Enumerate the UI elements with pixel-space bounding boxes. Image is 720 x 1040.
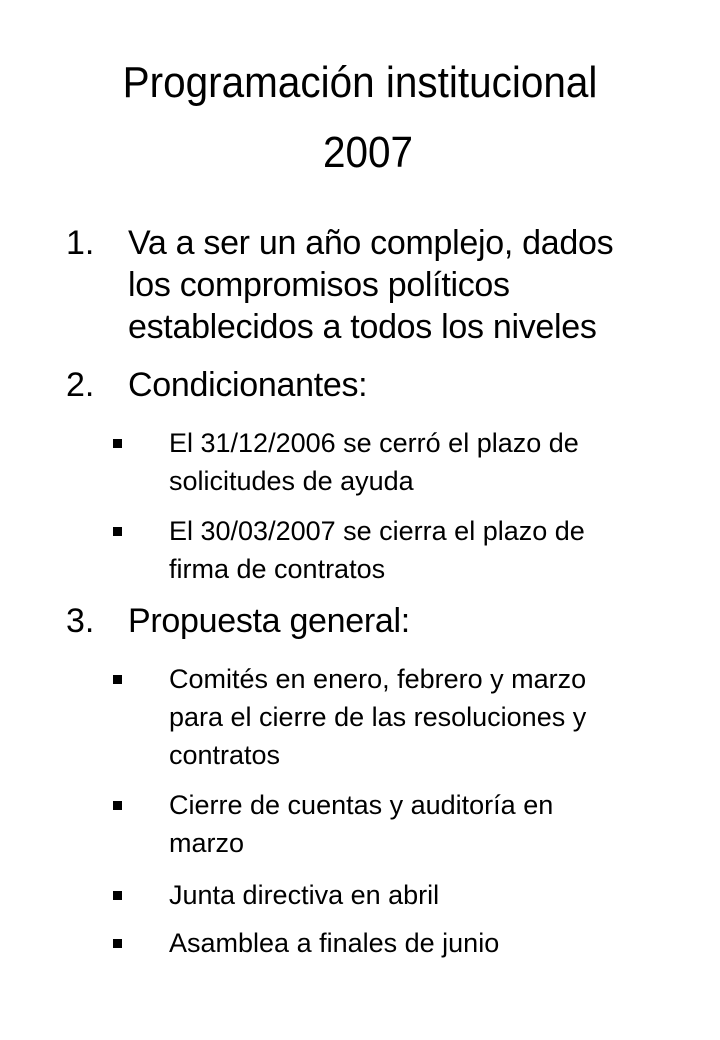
slide-title-line-1: Programación institucional [122, 58, 598, 107]
bullet-text-line: firma de contratos [169, 554, 386, 584]
square-bullet-icon [113, 439, 122, 448]
bullet-text [169, 660, 703, 774]
item-text-line: establecidos a todos los niveles [128, 308, 597, 346]
bullet-text-line: Comités en enero, febrero y marzo [169, 664, 587, 694]
bullet-text-line: Asamblea a finales de junio [169, 928, 500, 958]
bullet-text [169, 876, 703, 914]
slide-title-line-2: 2007 [322, 128, 414, 177]
bullet-text-line: Cierre de cuentas y auditoría en [169, 790, 554, 820]
item-number: 1. [66, 224, 95, 262]
bullet-text-line: Junta directiva en abril [169, 880, 440, 910]
square-bullet-icon [113, 939, 122, 948]
square-bullet-icon [113, 801, 122, 810]
bullet-text [169, 786, 703, 862]
bullet-text-line: El 31/12/2006 se cerró el plazo de [169, 428, 579, 458]
item-text-line: Va a ser un año complejo, dados [128, 224, 614, 262]
bullet-text [169, 424, 703, 500]
bullet-text-line: solicitudes de ayuda [169, 466, 414, 496]
bullet-text [169, 924, 703, 962]
item-text: Propuesta general: [128, 602, 410, 640]
item-text-line: los compromisos políticos [128, 266, 510, 304]
item-text [128, 222, 708, 348]
bullet-text-line: para el cierre de las resoluciones y [169, 702, 587, 732]
square-bullet-icon [113, 527, 122, 536]
bullet-text [169, 512, 703, 588]
item-text: Condicionantes: [128, 366, 368, 404]
square-bullet-icon [113, 675, 122, 684]
item-number: 2. [66, 366, 95, 404]
bullet-text-line: marzo [169, 828, 245, 858]
square-bullet-icon [113, 891, 122, 900]
bullet-text-line: contratos [169, 740, 281, 770]
bullet-text-line: El 30/03/2007 se cierra el plazo de [169, 516, 585, 546]
item-number: 3. [66, 602, 95, 640]
